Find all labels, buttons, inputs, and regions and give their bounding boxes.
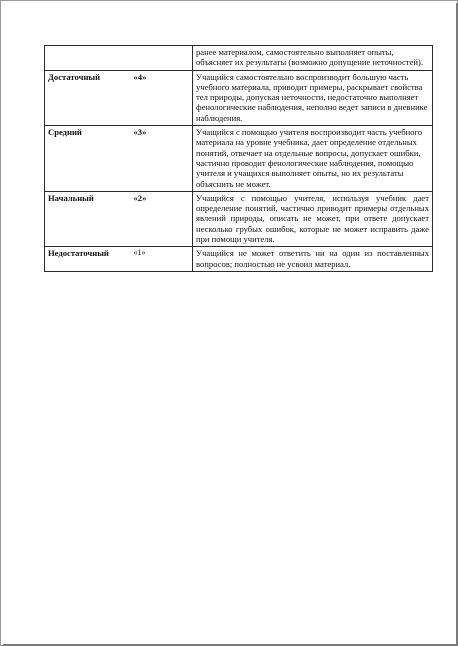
score-cell: «2» [131, 191, 193, 246]
table-row [45, 46, 433, 71]
description-cell: Учащийся не может ответить ни на один из поставленных вопросов; полностью не усвоил материал. [193, 247, 433, 272]
table-row [45, 70, 433, 125]
table-row [45, 247, 433, 272]
score-cell: «3» [131, 126, 193, 192]
score-cell: «4» [131, 70, 193, 125]
description-cell: Учащийся с помощью учителя, используя учебник дает определение понятий, частично приводит примеры отдельных явлений природы, описать не может, при ответе допускает несколько грубых ошибок, которые не может исправить даже при помощи учителя. [193, 191, 433, 246]
level-cell: Недостаточный [45, 247, 131, 272]
description-cell: Учащийся самостоятельно воспроизводит большую часть учебного материала, приводит примеры, раскрывает свойства тел природы, допуская неточности, недостаточно выполняет фенологические наблюдения, неполно ведет записи в дневнике наблюдения. [193, 70, 433, 125]
table-row [45, 191, 433, 246]
description-cell: Учащийся с помощью учителя воспроизводит часть учебного материала на уровне учебника, дает определение отдельных понятий, отвечает на отдельные вопросы, допускает ошибки, частично проводит фенологические наблюдения, помощью учителя и учащихся выполняет опыты, но их результаты объяснить не может. [193, 126, 433, 192]
score-cell: «1» [131, 247, 193, 272]
level-cell: Средний [45, 126, 131, 192]
level-cell [45, 46, 131, 71]
level-cell: Начальный [45, 191, 131, 246]
table-row [45, 126, 433, 192]
level-cell: Достаточный [45, 70, 131, 125]
score-cell [131, 46, 193, 71]
grading-criteria-table [44, 45, 433, 272]
description-cell: ранее материалом, самостоятельно выполняет опыты, объясняет их результаты (возможно допущение неточностей). [193, 46, 433, 71]
